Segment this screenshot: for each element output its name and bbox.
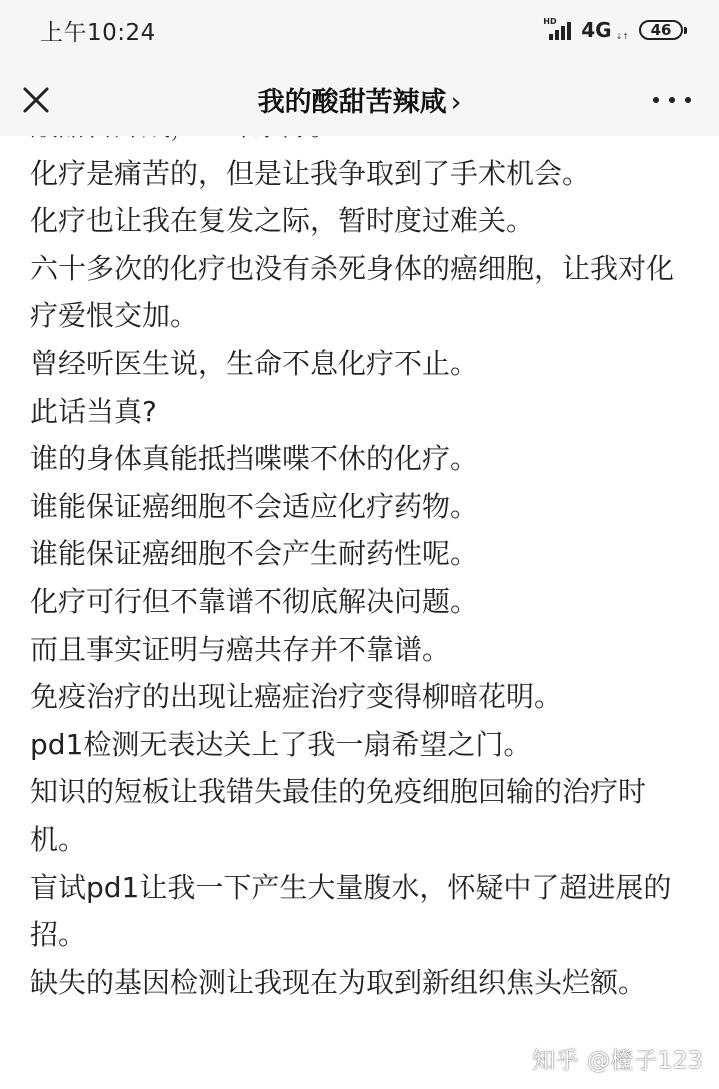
article-paragraph: 谁能保证癌细胞不会产生耐药性呢。	[30, 537, 479, 571]
page-title[interactable]	[0, 80, 719, 119]
status-time: 上午10:24	[40, 20, 156, 46]
article-paragraph: 盲试pd1让我一下产生大量腹水，怀疑中了超进展的招。	[30, 870, 672, 952]
signal-icon	[543, 17, 577, 43]
article-paragraph: 而且事实证明与癌共存并不靠谱。	[30, 632, 451, 666]
battery-level: 46	[650, 21, 672, 39]
status-indicators	[543, 15, 683, 45]
hd-label: HD	[543, 17, 557, 26]
network-type: 4G	[581, 18, 612, 42]
zhihu-watermark: 知乎 @橙子123	[532, 1048, 703, 1074]
article-paragraph: 曾经听医生说，生命不息化疗不止。	[30, 346, 479, 380]
more-button[interactable]	[653, 88, 691, 112]
article-paragraph: 化疗可行但不靠谱不彻底解决问题。	[30, 584, 479, 618]
more-icon-dot	[685, 97, 691, 103]
battery-icon	[639, 20, 683, 40]
article-paragraph: 免疫治疗的出现让癌症治疗变得柳暗花明。	[30, 680, 563, 714]
article-body	[30, 136, 695, 1089]
article-paragraph: 化疗是痛苦的，但是让我争取到了手术机会。	[30, 156, 591, 190]
page-title-text: 我的酸甜苦辣咸	[257, 87, 447, 118]
more-icon-dot	[653, 97, 659, 103]
article-paragraph: 此话当真?	[30, 394, 157, 428]
article-paragraph: 谁能保证癌细胞不会适应化疗药物。	[30, 489, 479, 523]
article-paragraph: pd1检测无表达关上了我一扇希望之门。	[30, 727, 532, 761]
article-paragraph: 谁的身体真能抵挡喋喋不休的化疗。	[30, 442, 479, 476]
title-bar	[0, 62, 719, 136]
article-paragraph: 化疗也让我在复发之际，暂时度过难关。	[30, 204, 535, 238]
article-paragraph: 缺失的基因检测让我现在为取到新组织焦头烂额。	[30, 965, 647, 999]
data-activity-icon: ↓↑	[615, 31, 629, 41]
article-paragraph: 六十多次的化疗也没有杀死身体的癌细胞，让我对化疗爱恨交加。	[30, 251, 675, 333]
article-paragraph: 知识的短板让我错失最佳的免疫细胞回输的治疗时机。	[30, 775, 647, 856]
chevron-right-icon: ›	[450, 87, 462, 118]
more-icon-dot	[669, 97, 675, 103]
status-bar	[0, 0, 719, 62]
